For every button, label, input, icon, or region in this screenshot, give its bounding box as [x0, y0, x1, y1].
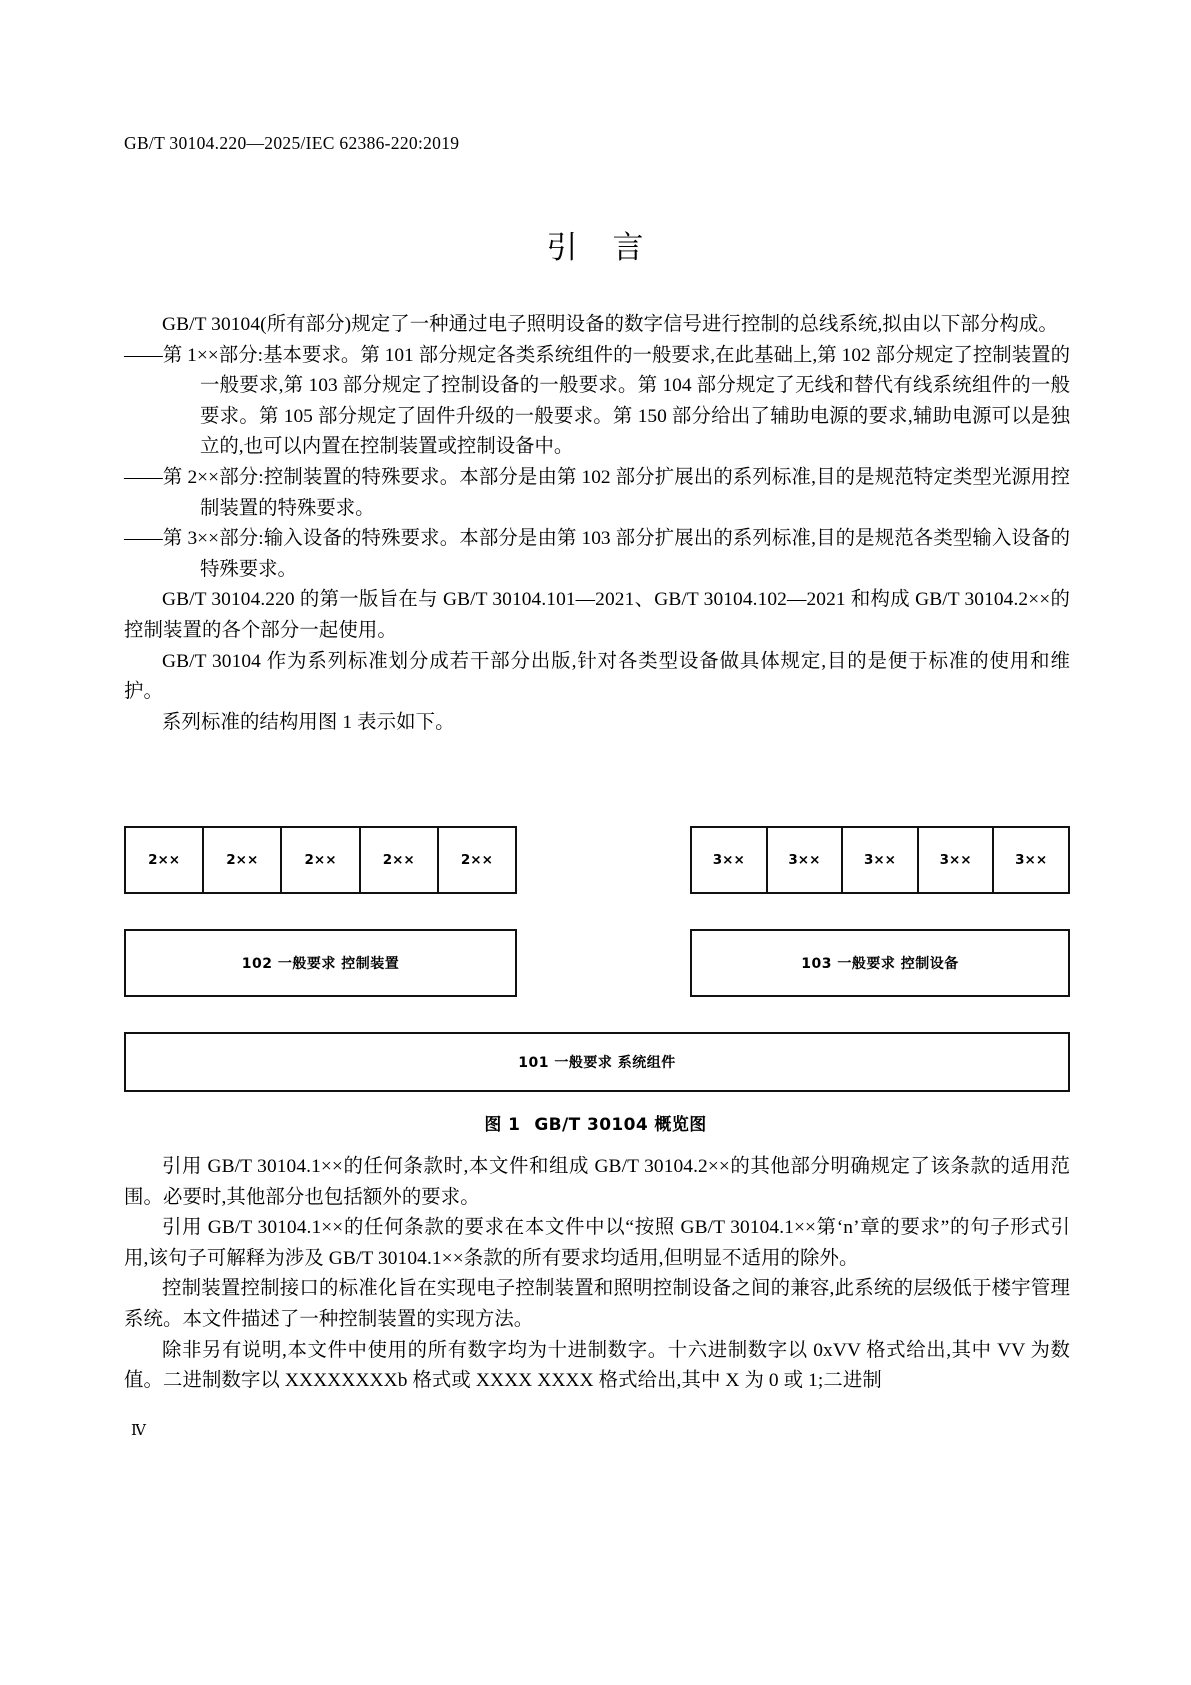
- post-figure-body: [124, 1152, 1070, 1397]
- page-number: Ⅳ: [131, 1421, 146, 1439]
- page-title: [0, 222, 1191, 267]
- post-figure-paragraph-1: 引用 GB/T 30104.1××的任何条款时,本文件和组成 GB/T 30104.2××的其他部分明确规定了该条款的适用范围。必要时,其他部分也包括额外的要求。: [124, 1156, 1070, 1208]
- running-header: [124, 133, 459, 154]
- diagram-cell-3xx: 3××: [843, 828, 919, 892]
- diagram-cell-2xx: 2××: [361, 828, 439, 892]
- diagram-box-102: 102 一般要求 控制装置: [124, 929, 517, 997]
- diagram-middle-row: [124, 929, 1070, 997]
- diagram-cell-3xx: 3××: [692, 828, 768, 892]
- diagram-box-101: 101 一般要求 系统组件: [124, 1032, 1070, 1092]
- diagram-cell-2xx: 2××: [204, 828, 282, 892]
- diagram-cell-2xx: 2××: [460, 852, 493, 868]
- post-figure-paragraph-4: 除非另有说明,本文件中使用的所有数字均为十进制数字。十六进制数字以 0xVV 格式给出,其中 VV 为数值。二进制数字以 XXXXXXXXb 格式或 XXXX XXXX 格式给出,其中 X 为 0 或 1;二进制: [124, 1339, 1070, 1392]
- intro-paragraph-4: 系列标准的结构用图 1 表示如下。: [162, 711, 455, 733]
- intro-paragraph-3: GB/T 30104 作为系列标准划分成若干部分出版,针对各类型设备做具体规定,目的是便于标准的使用和维护。: [124, 650, 1070, 703]
- intro-dash-item: ——第 3××部分:输入设备的特殊要求。本部分是由第 103 部分扩展出的系列标准,目的是规范各类型输入设备的特殊要求。: [124, 528, 1070, 580]
- diagram-box-103: 103 一般要求 控制设备: [690, 929, 1070, 997]
- post-figure-paragraph-2: 引用 GB/T 30104.1××的任何条款的要求在本文件中以“按照 GB/T 30104.1××第‘n’章的要求”的句子形式引用,该句子可解释为涉及 GB/T 30104.1××条款的所有要求均适用,但明显不适用的除外。: [124, 1217, 1070, 1269]
- diagram-bottom-row: [124, 1032, 1070, 1092]
- intro-dash-item: ——第 1××部分:基本要求。第 101 部分规定各类系统组件的一般要求,在此基础上,第 102 部分规定了控制装置的一般要求,第 103 部分规定了控制设备的一般要求。第 104 部分规定了无线和替代有线系统组件的一般要求。第 105 部分规定了固件升级的一般要求。第 150 部分给出了辅助电源的要求,辅助电源可以是独立的,也可以内置在控制装置或控制设备中。: [124, 344, 1070, 458]
- figure-label: 图 1: [484, 1115, 521, 1135]
- standards-structure-diagram: [124, 826, 1070, 1086]
- intro-body: [124, 310, 1070, 738]
- diagram-group-2xx: [124, 826, 517, 894]
- intro-dash-item: ——第 2××部分:控制装置的特殊要求。本部分是由第 102 部分扩展出的系列标准,目的是规范特定类型光源用控制装置的特殊要求。: [124, 466, 1070, 519]
- diagram-group-3xx: [690, 826, 1070, 894]
- diagram-cell-2xx: 2××: [126, 828, 204, 892]
- post-figure-paragraph-3: 控制装置控制接口的标准化旨在实现电子控制装置和照明控制设备之间的兼容,此系统的层级低于楼宇管理系统。本文件描述了一种控制装置的实现方法。: [124, 1278, 1070, 1330]
- diagram-cell-3xx: 3××: [1015, 852, 1048, 868]
- page-title-second-char: 言: [612, 230, 645, 266]
- intro-paragraph-2: GB/T 30104.220 的第一版旨在与 GB/T 30104.101—2021、GB/T 30104.102—2021 和构成 GB/T 30104.2××的控制装置的各个部分一起使用。: [124, 589, 1070, 641]
- page-title-first-char: 引: [546, 230, 579, 266]
- diagram-cell-2xx: 2××: [282, 828, 360, 892]
- diagram-cell-3xx: 3××: [919, 828, 995, 892]
- diagram-top-row: [124, 826, 1070, 894]
- figure-title: GB/T 30104 概览图: [534, 1115, 707, 1135]
- diagram-cell-3xx: 3××: [768, 828, 844, 892]
- figure-caption: [0, 1110, 1191, 1135]
- standard-number: GB/T 30104.220—2025/IEC 62386-220:2019: [124, 133, 460, 153]
- intro-paragraph-1: GB/T 30104(所有部分)规定了一种通过电子照明设备的数字信号进行控制的总线系统,拟由以下部分构成。: [162, 314, 1058, 335]
